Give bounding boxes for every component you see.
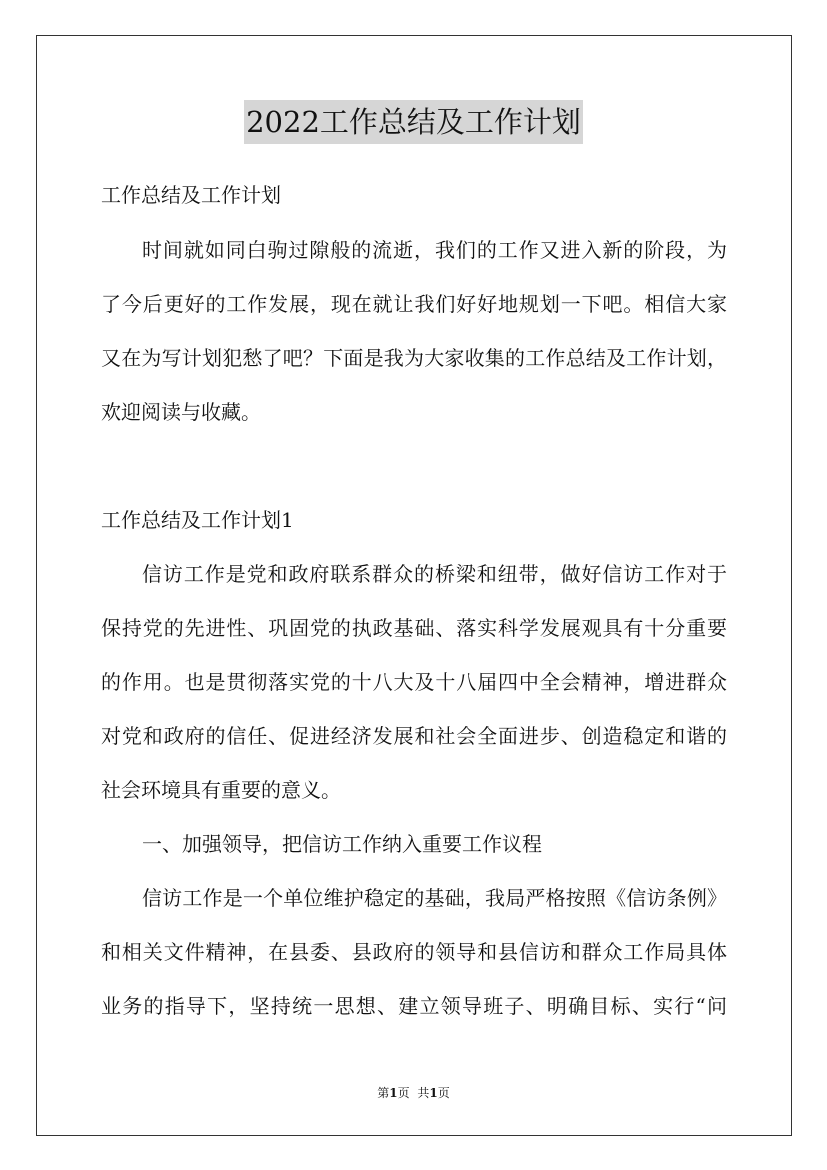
- paragraph-line: 又在为写计划犯愁了吧？下面是我为大家收集的工作总结及工作计划，: [101, 346, 727, 370]
- paragraph-line: 社会环境具有重要的意义。: [101, 778, 341, 802]
- page-footer: [0, 1085, 827, 1101]
- subsection-heading: 一、加强领导，把信访工作纳入重要工作议程: [142, 832, 542, 856]
- footer-total-post: 页: [437, 1086, 450, 1100]
- paragraph-line: 了今后更好的工作发展，现在就让我们好好地规划一下吧。相信大家: [101, 292, 727, 316]
- paragraph-line: 信访工作是党和政府联系群众的桥梁和纽带，做好信访工作对于: [142, 562, 727, 586]
- paragraph-line: 对党和政府的信任、促进经济发展和社会全面进步、创造稳定和谐的: [101, 724, 727, 748]
- title-wrap: [0, 100, 827, 144]
- paragraph-line: 保持党的先进性、巩固党的执政基础、落实科学发展观具有十分重要: [101, 616, 727, 640]
- section-heading: 工作总结及工作计划1: [101, 508, 294, 532]
- footer-page-pre: 第: [377, 1086, 390, 1100]
- paragraph-line: 欢迎阅读与收藏。: [101, 400, 261, 424]
- paragraph-line: 和相关文件精神，在县委、县政府的领导和县信访和群众工作局具体: [101, 940, 727, 964]
- paragraph-line: 的作用。也是贯彻落实党的十八大及十八届四中全会精神，增进群众: [101, 670, 727, 694]
- document-title: 2022工作总结及工作计划: [244, 100, 583, 144]
- footer-page-post: 页: [397, 1086, 410, 1100]
- paragraph-line: 业务的指导下，坚持统一思想、建立领导班子、明确目标、实行“问: [101, 994, 727, 1018]
- footer-total-num: 1: [429, 1086, 438, 1100]
- footer-total-pre: 共: [417, 1086, 430, 1100]
- footer-page-num: 1: [389, 1086, 398, 1100]
- paragraph-line: 信访工作是一个单位维护稳定的基础，我局严格按照《信访条例》: [142, 886, 727, 910]
- section-heading: 工作总结及工作计划: [101, 183, 281, 207]
- paragraph-line: 时间就如同白驹过隙般的流逝，我们的工作又进入新的阶段，为: [142, 238, 727, 262]
